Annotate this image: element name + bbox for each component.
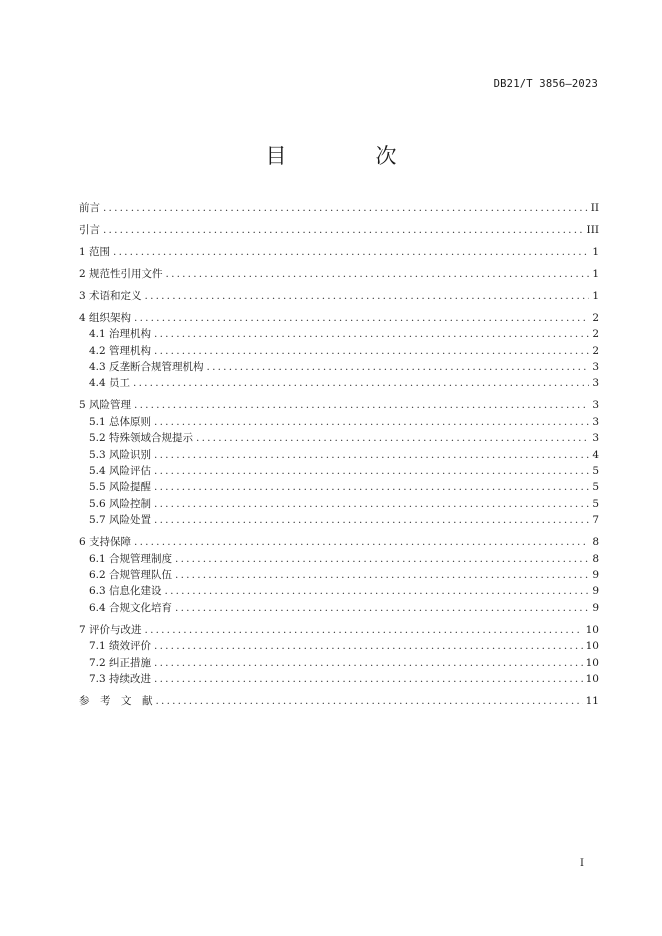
toc-entry-label: 支持保障 [89, 536, 132, 549]
toc-entry[interactable] [79, 200, 599, 216]
toc-entry-number: 6.2 [89, 568, 110, 581]
toc-entry[interactable] [79, 551, 599, 567]
toc-dot-leader [145, 622, 583, 638]
toc-entry-number: 5.1 [89, 415, 110, 428]
toc-entry-number: 7.1 [89, 640, 110, 653]
toc-entry-page: 4 [592, 448, 599, 461]
toc-entry[interactable] [79, 359, 599, 375]
toc-entry[interactable] [79, 414, 599, 430]
toc-entry-number: 5.2 [89, 432, 110, 445]
toc-entry[interactable] [79, 222, 599, 238]
toc-dot-leader [154, 414, 589, 430]
page-title: 目 次 [265, 144, 431, 168]
toc-entry-label: 绩效评价 [109, 640, 152, 653]
toc-dot-leader [154, 638, 583, 654]
toc-entry-label: 持续改进 [109, 672, 152, 685]
toc-entry-page: 2 [592, 344, 599, 357]
toc-dot-leader [165, 583, 590, 599]
toc-entry-number: 6.3 [89, 585, 110, 598]
toc-entry-label: 规范性引用文件 [89, 267, 163, 280]
toc-entry-page: 2 [592, 328, 599, 341]
toc-dot-leader [175, 567, 589, 583]
toc-entry-page: 1 [592, 289, 599, 302]
toc-entry-number: 5 [79, 399, 90, 412]
toc-entry[interactable] [79, 600, 599, 616]
toc-entry-label: 前言 [79, 202, 100, 214]
toc-dot-leader [154, 655, 583, 671]
toc-entry[interactable] [79, 463, 599, 479]
toc-entry-number: 6.1 [89, 552, 110, 565]
toc-entry[interactable] [79, 671, 599, 687]
toc-entry-number: 7.2 [89, 656, 110, 669]
toc-entry-number: 3 [79, 289, 90, 302]
toc-dot-leader [103, 200, 588, 216]
toc-entry[interactable] [79, 693, 599, 709]
toc-entry-number: 5.3 [89, 448, 110, 461]
toc-entry-label: 员工 [109, 377, 131, 390]
toc-entry[interactable] [79, 512, 599, 528]
toc-dot-leader [113, 244, 589, 260]
toc-entry-number: 5.4 [89, 465, 110, 478]
toc-entry[interactable] [79, 244, 599, 260]
toc-entry[interactable] [79, 375, 599, 391]
toc-dot-leader [154, 671, 583, 687]
toc-entry-page: 5 [592, 465, 599, 478]
toc-entry-number: 6.4 [89, 601, 110, 614]
document-code: DB21/T 3856—2023 [493, 78, 598, 90]
toc-dot-leader [154, 496, 589, 512]
toc-entry-page: 8 [592, 536, 599, 549]
toc-entry-page: 1 [592, 245, 599, 258]
toc-entry[interactable] [79, 430, 599, 446]
toc-entry-page: 5 [592, 497, 599, 510]
toc-entry-page: III [586, 223, 599, 236]
toc-dot-leader [154, 479, 589, 495]
toc-entry-label: 信息化建设 [109, 585, 162, 598]
toc-entry[interactable] [79, 326, 599, 342]
toc-entry[interactable] [79, 655, 599, 671]
toc-dot-leader [134, 534, 589, 550]
toc-dot-leader [166, 266, 590, 282]
toc-entry[interactable] [79, 583, 599, 599]
toc-entry[interactable] [79, 397, 599, 413]
toc-entry-number: 1 [79, 245, 90, 258]
toc-dot-leader [133, 375, 589, 391]
toc-entry-label: 纠正措施 [109, 656, 152, 669]
toc-entry-label: 术语和定义 [89, 289, 142, 302]
toc-dot-leader [154, 343, 589, 359]
toc-entry-page: 2 [592, 311, 599, 324]
toc-entry-label: 参 考 文 献 [79, 694, 153, 707]
toc-entry-page: 3 [592, 377, 599, 390]
toc-entry-label: 评价与改进 [89, 623, 142, 636]
toc-dot-leader [175, 551, 589, 567]
toc-entry-page: 3 [592, 399, 599, 412]
toc-entry-label: 风险控制 [109, 497, 152, 510]
toc-entry-page: 9 [592, 568, 599, 581]
toc-entry-number: 5.6 [89, 497, 110, 510]
toc-entry-page: 7 [592, 514, 599, 527]
toc-entry[interactable] [79, 288, 599, 304]
toc-entry-page: 10 [585, 623, 599, 636]
toc-entry-label: 反垄断合规管理机构 [109, 361, 204, 374]
toc-entry[interactable] [79, 567, 599, 583]
toc-dot-leader [154, 326, 589, 342]
toc-dot-leader [196, 430, 589, 446]
toc-entry-number: 4.2 [89, 344, 110, 357]
toc-dot-leader [207, 359, 590, 375]
toc-entry[interactable] [79, 622, 599, 638]
toc-entry-page: 9 [592, 585, 599, 598]
toc-entry-page: 3 [592, 361, 599, 374]
toc-entry[interactable] [79, 343, 599, 359]
toc-entry-page: 9 [592, 601, 599, 614]
toc-entry[interactable] [79, 496, 599, 512]
toc-dot-leader [134, 397, 589, 413]
toc-entry-page: 8 [592, 552, 599, 565]
toc-entry-label: 合规文化培育 [109, 601, 173, 614]
toc-entry-label: 风险识别 [109, 448, 152, 461]
toc-dot-leader [154, 447, 589, 463]
toc-entry-page: II [590, 202, 599, 214]
toc-entry-number: 4.4 [89, 377, 110, 390]
toc-entry-label: 风险评估 [109, 465, 152, 478]
toc-dot-leader [156, 693, 583, 709]
toc-entry-page: 10 [585, 672, 599, 685]
toc-dot-leader [175, 600, 589, 616]
table-of-contents [79, 200, 599, 709]
toc-entry-label: 合规管理制度 [109, 552, 173, 565]
toc-entry-label: 风险处置 [109, 514, 152, 527]
toc-entry-number: 7 [79, 623, 90, 636]
toc-dot-leader [154, 463, 589, 479]
toc-entry-label: 特殊领域合规提示 [109, 432, 194, 445]
toc-entry-label: 引言 [79, 223, 100, 236]
toc-entry-number: 4 [79, 311, 90, 324]
toc-entry-label: 总体原则 [109, 415, 152, 428]
toc-dot-leader [103, 222, 584, 238]
toc-dot-leader [145, 288, 590, 304]
toc-entry[interactable] [79, 638, 599, 654]
toc-entry[interactable] [79, 534, 599, 550]
toc-entry-label: 管理机构 [109, 344, 152, 357]
toc-entry-page: 10 [585, 640, 599, 653]
toc-entry-number: 4.3 [89, 361, 110, 374]
toc-entry-label: 治理机构 [109, 328, 152, 341]
toc-dot-leader [134, 310, 589, 326]
toc-entry-label: 范围 [89, 245, 111, 258]
toc-entry[interactable] [79, 447, 599, 463]
toc-entry-number: 5.5 [89, 481, 110, 494]
toc-entry-page: 1 [592, 267, 599, 280]
page-number: I [580, 858, 584, 869]
toc-entry-label: 组织架构 [89, 311, 132, 324]
toc-entry-page: 3 [592, 432, 599, 445]
toc-entry[interactable] [79, 479, 599, 495]
toc-entry-number: 6 [79, 536, 90, 549]
toc-entry-page: 5 [592, 481, 599, 494]
toc-entry[interactable] [79, 266, 599, 282]
toc-entry-number: 2 [79, 267, 90, 280]
toc-entry-number: 4.1 [89, 328, 110, 341]
toc-entry-page: 3 [592, 415, 599, 428]
toc-entry-page: 11 [585, 694, 599, 707]
toc-entry-label: 风险提醒 [109, 481, 152, 494]
toc-entry-page: 10 [585, 656, 599, 669]
toc-entry-number: 5.7 [89, 514, 110, 527]
toc-entry[interactable] [79, 310, 599, 326]
toc-dot-leader [154, 512, 589, 528]
toc-entry-label: 合规管理队伍 [109, 568, 173, 581]
toc-entry-label: 风险管理 [89, 399, 132, 412]
toc-entry-number: 7.3 [89, 672, 110, 685]
